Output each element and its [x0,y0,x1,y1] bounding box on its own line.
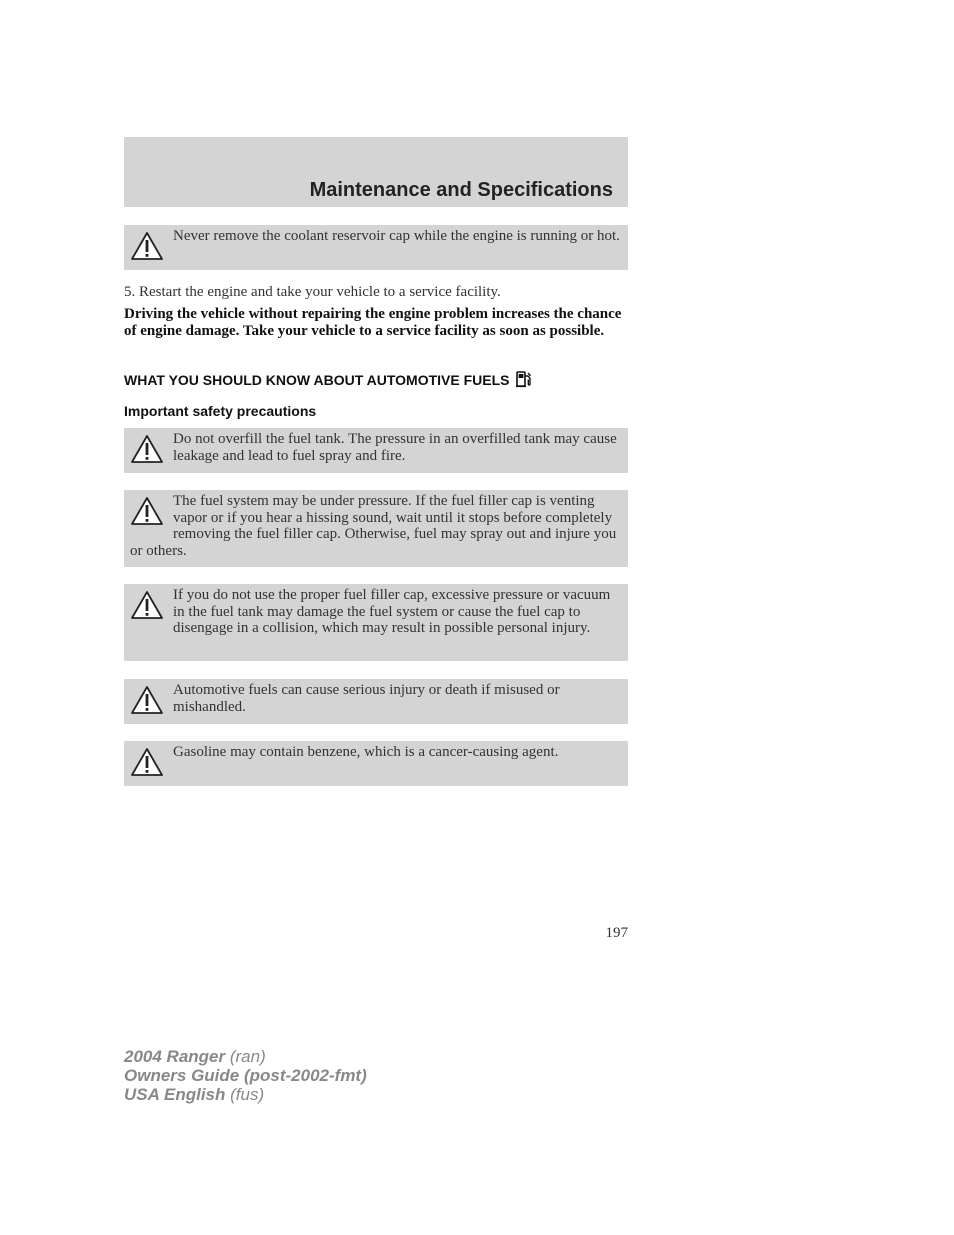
warning-box-overfill [124,428,628,473]
warning-triangle-icon [130,434,164,468]
warning-triangle-icon [130,685,164,719]
section-header-band [124,137,628,207]
fuels-section-heading [124,370,533,391]
fuels-heading-text: WHAT YOU SHOULD KNOW ABOUT AUTOMOTIVE FUELS [124,372,510,388]
warning-triangle-icon [130,496,164,530]
footer-line-2 [124,1066,367,1085]
footer-line-3 [124,1085,367,1104]
warning-text: Gasoline may contain benzene, which is a cancer-causing agent. [173,744,559,760]
warning-text: Automotive fuels can cause serious injury or death if misused or mishandled. [173,682,560,715]
warning-box-filler-cap [124,584,628,661]
engine-damage-note: Driving the vehicle without repairing the engine problem increases the chance of engine damage. Take your vehicle to a service facility as soon as possible. [124,306,622,339]
warning-box-coolant [124,225,628,270]
footer-language: USA English [124,1085,226,1104]
footer-line-1 [124,1047,367,1066]
warning-box-fuel-injury [124,679,628,724]
warning-triangle-icon [130,231,164,265]
document-footer [124,1047,367,1104]
warning-box-benzene [124,741,628,786]
fuel-pump-icon [515,370,533,391]
step-5-text: 5. Restart the engine and take your vehicle to a service facility. [124,284,501,300]
warning-triangle-icon [130,747,164,781]
footer-model-code: (ran) [229,1047,266,1066]
safety-subheading: Important safety precautions [124,403,317,419]
footer-model: 2004 Ranger [124,1047,226,1066]
warning-text: Never remove the coolant reservoir cap while the engine is running or hot. [173,228,620,244]
warning-box-pressure [124,490,628,567]
warning-text: If you do not use the proper fuel filler cap, excessive pressure or vacuum in the fuel tank may damage the fuel system or cause the fuel cap to disengage in a collision, which may result in possible personal injury. [173,587,611,636]
section-title: Maintenance and Specifications [309,179,613,201]
warning-text: Do not overfill the fuel tank. The pressure in an overfilled tank may cause leakage and lead to fuel spray and fire. [173,431,617,464]
footer-guide: Owners Guide (post-2002-fmt) [124,1066,367,1085]
warning-triangle-icon [130,590,164,624]
footer-language-code: (fus) [230,1085,265,1104]
warning-text: The fuel system may be under pressure. If the fuel filler cap is venting vapor or if you hear a hissing sound, wait until it stops before completely removing the fuel filler cap. Otherwise, fuel may spray out and injure you or others. [130,493,617,559]
page-number: 197 [605,925,628,941]
